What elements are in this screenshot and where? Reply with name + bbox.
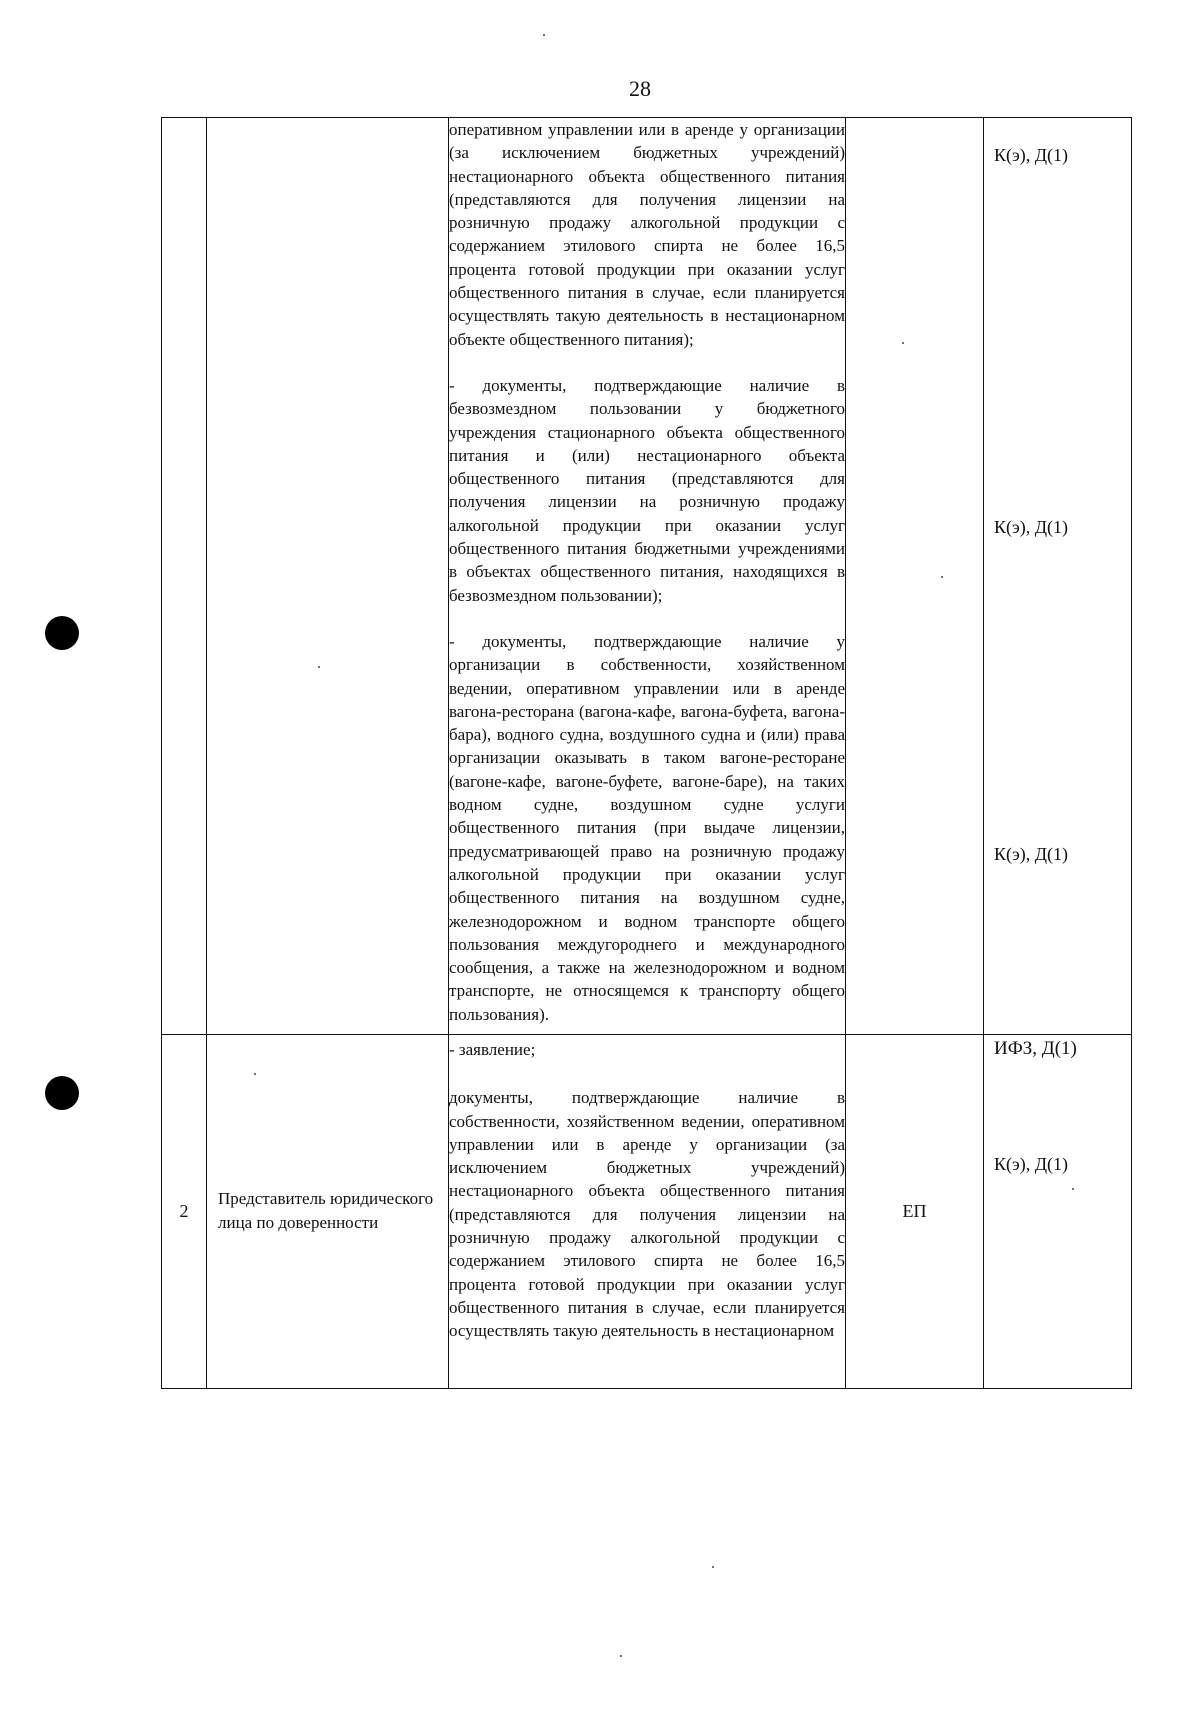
row-number-cell: 2 bbox=[162, 1034, 207, 1388]
document-code: К(э), Д(1) bbox=[994, 145, 1068, 165]
documents-cell bbox=[449, 118, 846, 1035]
document-code: К(э), Д(1) bbox=[994, 844, 1068, 864]
applicant-cell: Представитель юридического лица по доверенности bbox=[207, 1034, 449, 1388]
submission-form-cell: ЕП bbox=[846, 1034, 984, 1388]
table-row bbox=[162, 118, 1132, 1035]
page-number: 28 bbox=[629, 76, 651, 101]
submission-form-cell bbox=[846, 118, 984, 1035]
punch-hole bbox=[45, 1076, 79, 1110]
table-row bbox=[162, 1034, 1132, 1388]
codes-cell bbox=[984, 118, 1132, 1035]
document-paragraph: - документы, подтверждающие наличие в безвозмездном пользовании у бюджетного учреждения стационарного объекта общественного питания и (или) нестационарного объекта общественного питания (представляются для получения лицензии на розничную продажу алкогольной продукции при оказании услуг общественного питания бюджетными учреждениями в объектах общественного питания, находящихся в безвозмездном пользовании); bbox=[449, 375, 845, 605]
documents-cell bbox=[449, 1034, 846, 1388]
document-code: ИФЗ, Д(1) bbox=[994, 1037, 1077, 1059]
document-paragraph: документы, подтверждающие наличие в собственности, хозяйственном ведении, оперативном управлении или в аренде у организации (за исключением бюджетных учреждений) нестационарного объекта общественного питания (представляются для получения лицензии на розничную продажу алкогольной продукции с содержанием этилового спирта не более 16,5 процента готовой продукции при оказании услуг общественного питания в случае, если планируется осуществлять такую деятельность в нестационарном bbox=[449, 1088, 845, 1341]
document-code: К(э), Д(1) bbox=[994, 1153, 1068, 1174]
document-paragraph: - документы, подтверждающие наличие у организации в собственности, хозяйственном ведении, оперативном управлении или в аренде вагона-ресторана (вагона-кафе, вагона-буфета, вагона-бара), водного судна, воздушного судна и (или) права организации оказывать в таком вагоне-ресторане (вагоне-кафе, вагоне-буфете, вагоне-баре), на таких водном судне, воздушном судне услуги общественного питания (при выдаче лицензии, предусматривающей право на розничную продажу алкогольной продукции при оказании услуг общественного питания на воздушном судне, железнодорожном и водном транспорте общего пользования междугороднего и международного сообщения, а также на железнодорожном и водном транспорте, не относящемся к транспорту общего пользования). bbox=[449, 631, 845, 1024]
applicant-cell bbox=[207, 118, 449, 1035]
document-paragraph: - заявление; bbox=[449, 1039, 536, 1059]
row-number-cell bbox=[162, 118, 207, 1035]
document-code: К(э), Д(1) bbox=[994, 517, 1068, 537]
punch-hole bbox=[45, 616, 79, 650]
documents-table bbox=[161, 117, 1132, 1389]
document-paragraph: оперативном управлении или в аренде у организации (за исключением бюджетных учреждений) нестационарного объекта общественного питания (представляются для получения лицензии на розничную продажу алкогольной продукции с содержанием этилового спирта не более 16,5 процента готовой продукции при оказании услуг общественного питания в случае, если планируется осуществлять такую деятельность в нестационарном объекте общественного питания); bbox=[449, 120, 845, 349]
codes-cell bbox=[984, 1034, 1132, 1388]
